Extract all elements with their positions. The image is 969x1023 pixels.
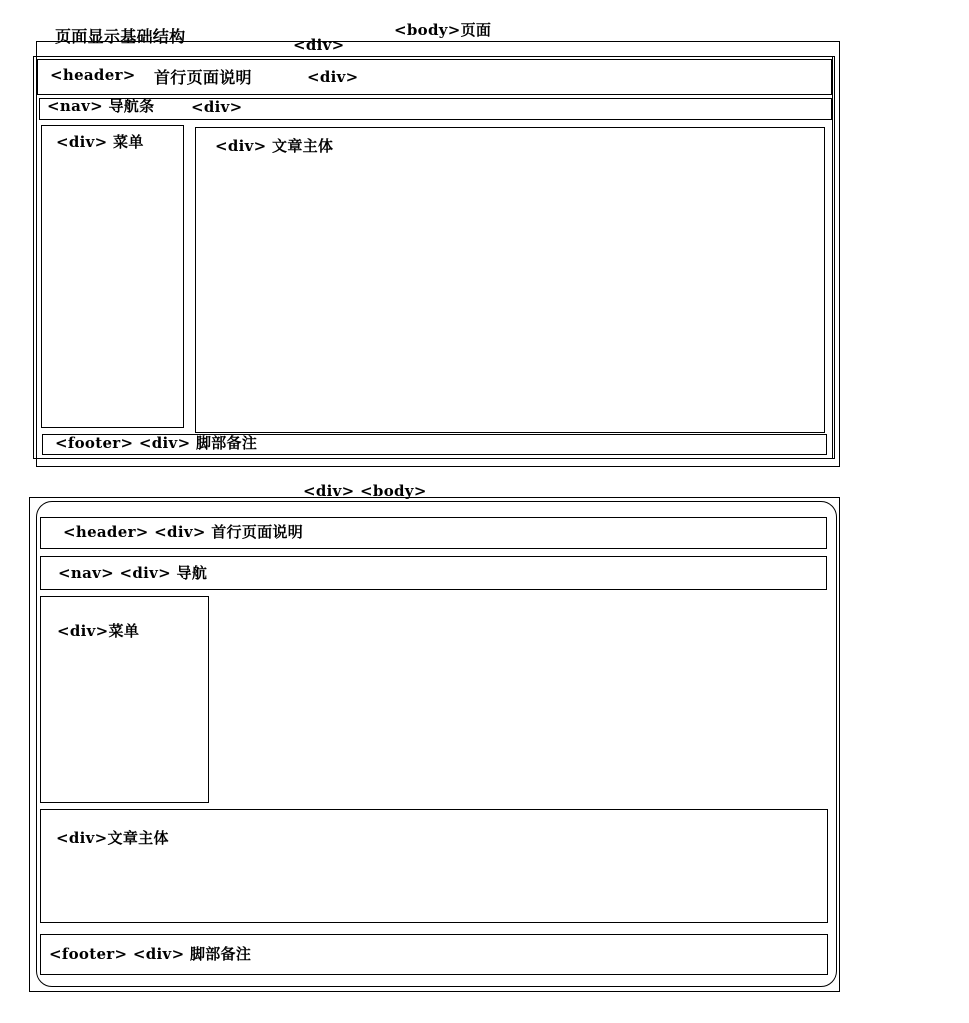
footer-text: <footer> <div> 脚部备注 [49, 945, 252, 963]
body-label: <body>页面 [394, 21, 492, 39]
div-wrapper-label: <div> [293, 36, 345, 54]
nav-div: <div> [191, 98, 243, 116]
header-text: 首行页面说明 [154, 68, 252, 87]
header-tag: <header> [50, 66, 136, 84]
nav-box [39, 98, 832, 120]
article-box [40, 809, 828, 923]
menu-text: <div> 菜单 [56, 133, 144, 151]
menu-text: <div>菜单 [57, 622, 140, 640]
wrapper-label: <div> <body> [303, 482, 427, 500]
nav-text: <nav> <div> 导航 [58, 564, 208, 582]
footer-text: <footer> <div> 脚部备注 [55, 434, 258, 452]
article-text: <div>文章主体 [56, 829, 169, 847]
diagram-title: 页面显示基础结构 [55, 27, 186, 46]
menu-box [41, 125, 184, 428]
header-div: <div> [307, 68, 359, 86]
article-text: <div> 文章主体 [215, 137, 334, 155]
header-text: <header> <div> 首行页面说明 [63, 523, 304, 541]
article-box [195, 127, 825, 433]
nav-tag: <nav> 导航条 [47, 97, 155, 115]
